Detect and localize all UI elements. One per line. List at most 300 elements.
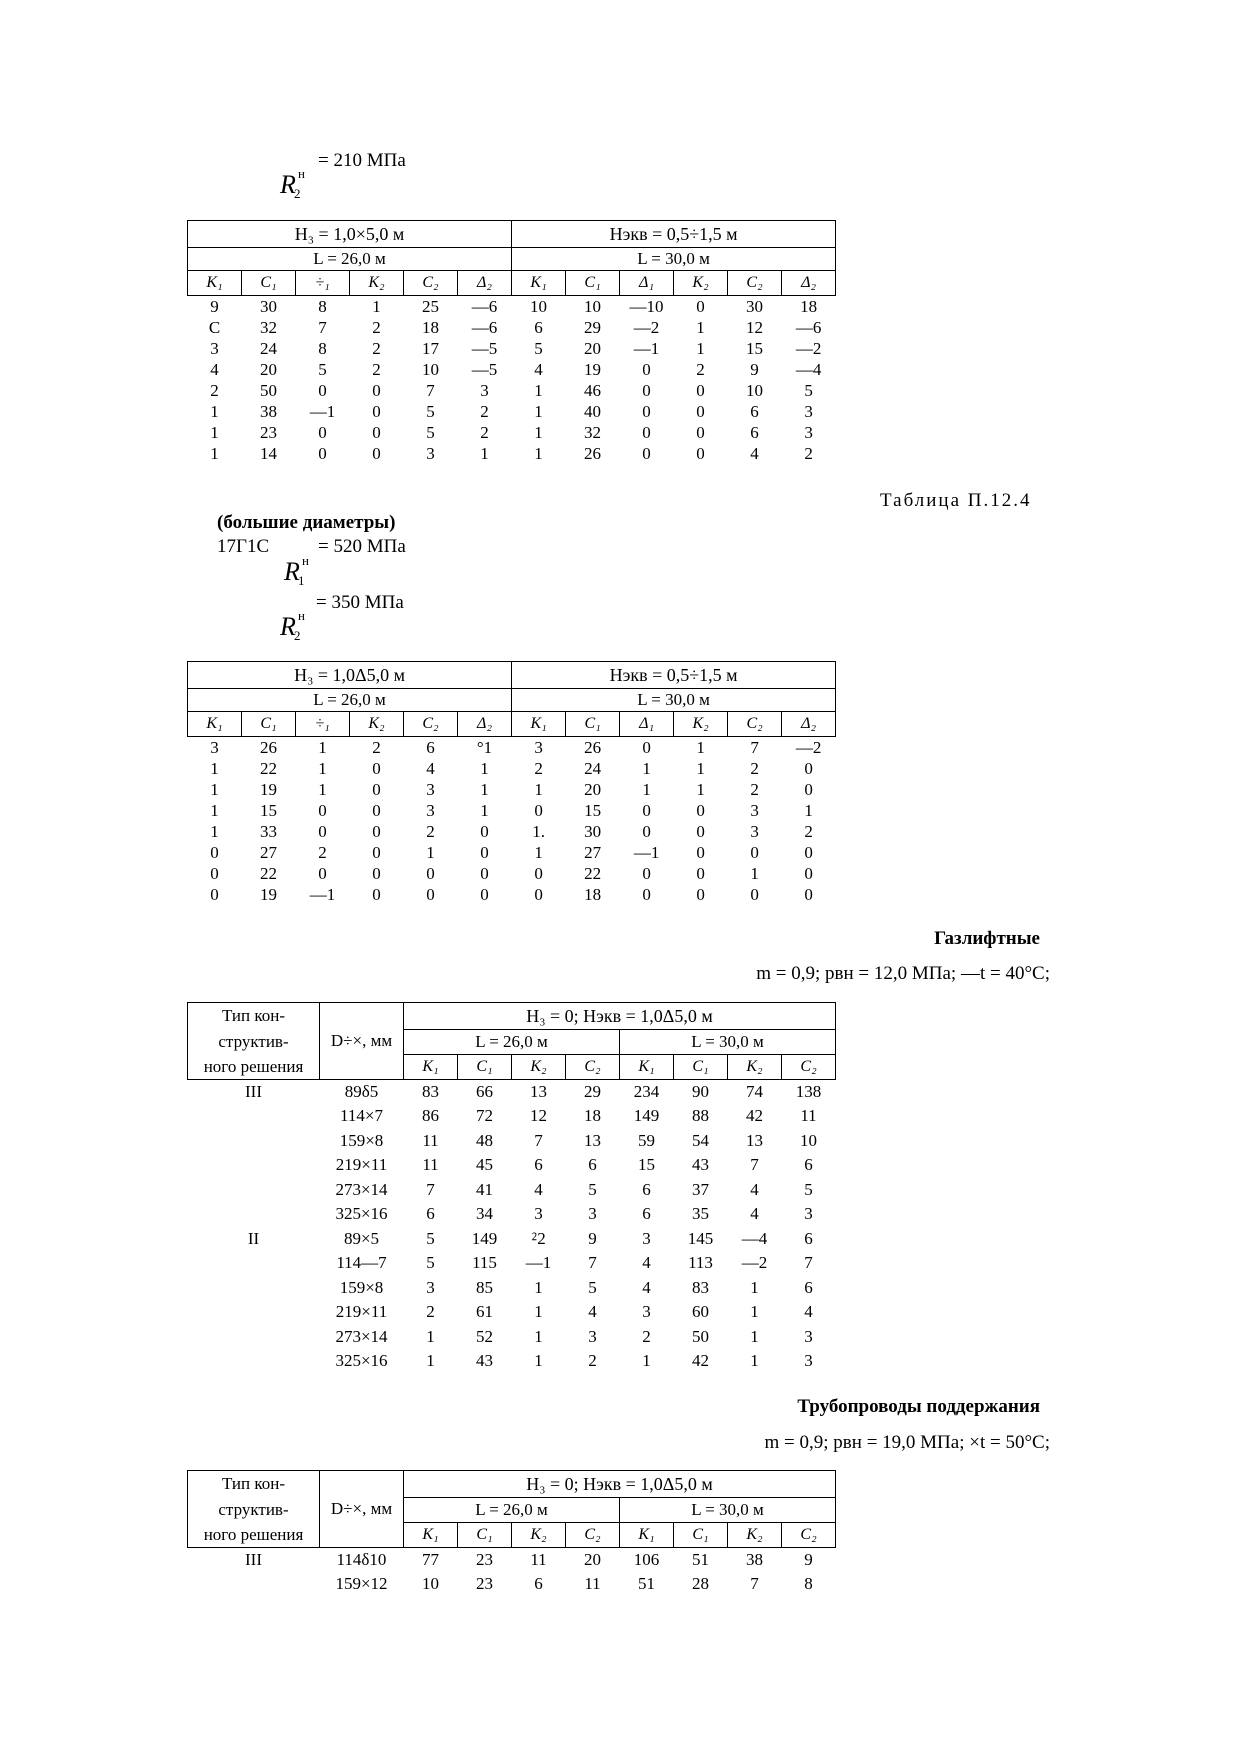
table-cell: 115 bbox=[472, 1253, 497, 1272]
table-cell: 3 bbox=[210, 738, 219, 757]
table-cell: —2 bbox=[795, 339, 822, 358]
table-cell: 4 bbox=[588, 1302, 597, 1321]
sub-right: L = 30,0 м bbox=[512, 689, 836, 712]
table-row bbox=[188, 1178, 836, 1203]
column-header: C₂ bbox=[566, 1055, 620, 1080]
column-header: ÷₁ bbox=[296, 271, 350, 296]
table-cell: 1 bbox=[534, 423, 543, 442]
table-cell: 23 bbox=[476, 1549, 493, 1569]
table-cell: 20 bbox=[260, 360, 277, 379]
table-cell: 4 bbox=[534, 1179, 543, 1199]
table-cell: —5 bbox=[471, 339, 498, 358]
table-cell: 8 bbox=[318, 297, 327, 316]
table-cell: 0 bbox=[210, 885, 219, 904]
diameter-cell: 273×14 bbox=[335, 1326, 388, 1346]
table-cell: 1 bbox=[480, 801, 489, 820]
table-row bbox=[188, 842, 836, 863]
table-cell: 7 bbox=[426, 1179, 435, 1199]
table-cell: 0 bbox=[480, 822, 489, 841]
table-cell: 3 bbox=[426, 780, 435, 799]
table-cell: 38 bbox=[746, 1549, 763, 1569]
table-cell: 2 bbox=[750, 780, 759, 799]
column-header: K₁ bbox=[620, 1055, 674, 1080]
params-gaslift: m = 0,9; pвн = 12,0 МПа; —t = 40°С; bbox=[756, 963, 1050, 984]
table-cell: 19 bbox=[584, 360, 602, 379]
column-header: K₁ bbox=[188, 271, 242, 296]
table-cell: 1 bbox=[372, 297, 381, 316]
header-left: H₃ = 1,0×5,0 м bbox=[188, 221, 512, 248]
table-cell: 3 bbox=[534, 1204, 543, 1223]
table-cell: 9 bbox=[750, 360, 759, 379]
table-cell: 1 bbox=[534, 1351, 543, 1370]
table-cell: 4 bbox=[804, 1302, 813, 1321]
table-cell: 0 bbox=[696, 843, 705, 862]
table-cell: 1 bbox=[426, 843, 435, 862]
table-row bbox=[188, 1349, 836, 1374]
table-cell: 2 bbox=[372, 318, 381, 337]
table-cell: —6 bbox=[471, 318, 498, 337]
header-row bbox=[188, 1030, 836, 1055]
table-cell: 0 bbox=[750, 843, 759, 862]
table-cell: 13 bbox=[530, 1081, 547, 1101]
table-cell: 0 bbox=[318, 444, 327, 463]
type-cell: III bbox=[245, 1549, 262, 1569]
table-cell: 3 bbox=[480, 381, 489, 400]
table-cell: 1 bbox=[534, 1302, 543, 1321]
table-cell: 1 bbox=[696, 318, 705, 337]
table-cell: 1 bbox=[534, 444, 543, 463]
section-title-gaslift: Газлифтные bbox=[934, 928, 1040, 949]
table-cell: 7 bbox=[534, 1130, 543, 1150]
table-cell: 0 bbox=[696, 864, 705, 883]
table-row bbox=[188, 779, 836, 800]
header-row bbox=[188, 1471, 836, 1498]
table-cell: 1 bbox=[696, 339, 705, 358]
table-cell: 26 bbox=[584, 444, 602, 463]
table-cell: 2 bbox=[480, 423, 489, 442]
table-cell: 2 bbox=[480, 402, 489, 421]
table-cell: —2 bbox=[741, 1253, 768, 1272]
diameter-cell: 159×12 bbox=[335, 1574, 388, 1593]
table-cell: 3 bbox=[426, 801, 435, 820]
column-header: C₂ bbox=[566, 1523, 620, 1548]
table-cell: 6 bbox=[642, 1179, 651, 1199]
table-cell: 7 bbox=[588, 1253, 597, 1272]
table-cell: 90 bbox=[692, 1081, 709, 1101]
table-row bbox=[188, 821, 836, 842]
r1-symbol: R н 1 bbox=[284, 553, 309, 588]
table-cell: —2 bbox=[795, 738, 822, 757]
table-cell: 83 bbox=[692, 1277, 709, 1297]
table-cell: 0 bbox=[696, 885, 705, 904]
table-row bbox=[188, 359, 836, 380]
table-cell: 0 bbox=[804, 864, 813, 883]
table-cell: 5 bbox=[588, 1179, 597, 1199]
table-cell: 1 bbox=[318, 759, 327, 778]
column-header: C₁ bbox=[674, 1523, 728, 1548]
table-cell: 2 bbox=[750, 759, 759, 778]
table-cell: 0 bbox=[804, 759, 813, 778]
table-cell: —1 bbox=[309, 402, 336, 421]
table-cell: 1 bbox=[750, 1326, 759, 1346]
table-row bbox=[188, 863, 836, 884]
table-cell: 27 bbox=[260, 843, 277, 862]
table-cell: 0 bbox=[642, 444, 651, 463]
column-header: K₁ bbox=[512, 271, 566, 296]
table-cell: 18 bbox=[422, 318, 439, 337]
column-header: K₁ bbox=[188, 712, 242, 737]
table-cell: °1 bbox=[476, 738, 493, 757]
sub-right: L = 30,0 м bbox=[512, 248, 836, 271]
type-cell bbox=[188, 1349, 320, 1374]
header-row bbox=[188, 1003, 836, 1030]
table-cell: 51 bbox=[638, 1574, 655, 1593]
table-row bbox=[188, 1300, 836, 1325]
diameter-cell: 114×7 bbox=[340, 1106, 383, 1125]
table-row bbox=[188, 317, 836, 338]
table-cell: 3 bbox=[804, 1326, 813, 1346]
table-cell: 74 bbox=[746, 1081, 763, 1101]
column-header: Δ₂ bbox=[782, 712, 836, 737]
table-cell: 2 bbox=[588, 1351, 597, 1370]
table-cell: —6 bbox=[795, 318, 822, 337]
table-cell: 77 bbox=[422, 1549, 439, 1569]
table-cell: 12 bbox=[530, 1106, 547, 1125]
table-cell: 0 bbox=[372, 822, 381, 841]
table-cell: 4 bbox=[750, 1179, 759, 1199]
diameter-cell: 219×11 bbox=[335, 1302, 388, 1321]
table-cell: 33 bbox=[260, 822, 277, 841]
table-cell: 0 bbox=[804, 885, 813, 904]
table-cell: 3 bbox=[804, 1204, 813, 1223]
table-cell: 0 bbox=[642, 738, 651, 757]
table-cell: 2 bbox=[372, 339, 381, 358]
table-cell: 1 bbox=[534, 1326, 543, 1346]
column-header: C₂ bbox=[728, 712, 782, 737]
table-cell: —6 bbox=[471, 297, 498, 316]
table-cell: 11 bbox=[422, 1155, 439, 1174]
table-cell: 1 bbox=[426, 1326, 435, 1346]
table-cell: 0 bbox=[426, 885, 435, 904]
table-row bbox=[188, 1104, 836, 1129]
table-row bbox=[188, 1227, 836, 1252]
table-cell: 3 bbox=[426, 444, 435, 463]
table-cell: 0 bbox=[372, 381, 381, 400]
table-cell: 3 bbox=[534, 738, 543, 757]
table-cell: 1. bbox=[532, 822, 545, 841]
column-header-row bbox=[188, 1523, 836, 1548]
column-header: Δ₁ bbox=[620, 271, 674, 296]
table-cell: 1 bbox=[210, 822, 219, 841]
table-cell: 3 bbox=[804, 402, 813, 421]
table-cell: 0 bbox=[480, 864, 489, 883]
diameter-cell: 325×16 bbox=[335, 1351, 388, 1370]
table-cell: 0 bbox=[534, 885, 543, 904]
table-cell: 29 bbox=[584, 1081, 601, 1101]
subtitle: (большие диаметры) bbox=[217, 512, 396, 533]
table-cell: 22 bbox=[260, 759, 277, 778]
table-cell: 35 bbox=[692, 1204, 709, 1223]
table-cell: 3 bbox=[804, 423, 813, 442]
table-cell: 3 bbox=[642, 1302, 651, 1321]
main-header: H₃ = 0; Hэкв = 1,0Δ5,0 м bbox=[404, 1003, 836, 1030]
type-cell bbox=[188, 1300, 320, 1325]
table-cell: 1 bbox=[534, 1277, 543, 1297]
type-cell bbox=[188, 1104, 320, 1129]
diameter-cell: 159×8 bbox=[339, 1277, 384, 1297]
table-cell: —5 bbox=[471, 360, 498, 379]
table-cell: 0 bbox=[696, 423, 705, 442]
table-cell: 18 bbox=[584, 885, 602, 904]
table-cell: 0 bbox=[480, 885, 489, 904]
table-cell: 0 bbox=[318, 864, 327, 883]
column-header: K₂ bbox=[512, 1055, 566, 1080]
r2-value-line-2: = 350 МПа bbox=[316, 592, 404, 613]
sub-left: L = 26,0 м bbox=[404, 1030, 620, 1055]
type-header: ного решения bbox=[188, 1523, 320, 1548]
table-cell: 30 bbox=[746, 297, 764, 316]
column-header: K₁ bbox=[512, 712, 566, 737]
table-cell: 0 bbox=[372, 423, 381, 442]
column-header: K₂ bbox=[512, 1523, 566, 1548]
table-cell: 24 bbox=[584, 759, 602, 778]
table-row bbox=[188, 401, 836, 422]
table-cell: 234 bbox=[633, 1081, 660, 1101]
table-cell: 59 bbox=[638, 1130, 655, 1150]
table-row bbox=[188, 1202, 836, 1227]
table-cell: 0 bbox=[372, 780, 381, 799]
table-cell: 51 bbox=[692, 1549, 709, 1569]
table-row bbox=[188, 800, 836, 821]
table-cell: 0 bbox=[210, 843, 219, 862]
table-cell: 138 bbox=[795, 1081, 822, 1101]
table-cell: 4 bbox=[642, 1253, 651, 1272]
table-cell: —1 bbox=[633, 339, 660, 358]
table-row bbox=[188, 737, 836, 759]
sub-left: L = 26,0 м bbox=[188, 248, 512, 271]
table-cell: 42 bbox=[692, 1351, 709, 1370]
table-cell: 5 bbox=[426, 423, 435, 442]
table-cell: 0 bbox=[372, 864, 381, 883]
table-cell: —4 bbox=[795, 360, 822, 379]
table-row bbox=[188, 443, 836, 464]
table-cell: 0 bbox=[318, 381, 327, 400]
table-cell: 43 bbox=[692, 1155, 709, 1174]
table-cell: 6 bbox=[750, 423, 759, 442]
type-cell bbox=[188, 1572, 320, 1597]
table-cell: 6 bbox=[804, 1155, 813, 1174]
table-cell: 0 bbox=[642, 381, 651, 400]
table-row bbox=[188, 1325, 836, 1350]
table-cell: 0 bbox=[642, 360, 651, 379]
table-cell: 0 bbox=[642, 822, 651, 841]
table-cell: 1 bbox=[480, 780, 489, 799]
table-cell: 5 bbox=[426, 1253, 435, 1272]
table-cell: 106 bbox=[633, 1549, 660, 1569]
table-row bbox=[188, 884, 836, 905]
table-cell: 15 bbox=[260, 801, 277, 820]
column-header: C₁ bbox=[566, 271, 620, 296]
table-cell: 0 bbox=[642, 801, 651, 820]
table-cell: 1 bbox=[534, 843, 543, 862]
table-cell: 0 bbox=[372, 801, 381, 820]
column-header: C₁ bbox=[242, 271, 296, 296]
table-cell: 24 bbox=[260, 339, 277, 358]
table-cell: —2 bbox=[633, 318, 660, 337]
table-cell: 4 bbox=[642, 1277, 651, 1297]
type-header: ного решения bbox=[188, 1055, 320, 1080]
column-header: Δ₂ bbox=[458, 712, 512, 737]
table-cell: 0 bbox=[426, 864, 435, 883]
table-cell: 45 bbox=[476, 1155, 493, 1174]
sub-right: L = 30,0 м bbox=[620, 1030, 836, 1055]
table-cell: 6 bbox=[534, 318, 543, 337]
table-cell: 32 bbox=[584, 423, 602, 442]
table-row bbox=[188, 296, 836, 318]
table-row bbox=[188, 1276, 836, 1301]
table-cell: 0 bbox=[804, 843, 813, 862]
table-cell: 17 bbox=[422, 339, 439, 358]
table-cell: 149 bbox=[633, 1106, 660, 1125]
column-header: Δ₁ bbox=[620, 712, 674, 737]
type-cell bbox=[188, 1129, 320, 1154]
table-cell: 0 bbox=[696, 402, 705, 421]
diameter-header: D÷×, мм bbox=[320, 1003, 404, 1080]
table-cell: 0 bbox=[642, 864, 651, 883]
table-cell: 9 bbox=[804, 1549, 813, 1569]
column-header: C₂ bbox=[404, 271, 458, 296]
type-cell bbox=[188, 1202, 320, 1227]
table-cell: 1 bbox=[210, 402, 219, 421]
diameter-cell: 325×16 bbox=[335, 1204, 388, 1223]
diameter-cell: 114δ10 bbox=[336, 1549, 387, 1569]
table-cell: 7 bbox=[750, 1155, 759, 1174]
table-cell: 5 bbox=[804, 1179, 813, 1199]
table-cell: 2 bbox=[804, 822, 813, 841]
table-cell: —1 bbox=[309, 885, 336, 904]
r2-value-line: = 210 МПа bbox=[318, 150, 406, 171]
table-cell: 0 bbox=[480, 843, 489, 862]
table-cell: 1 bbox=[642, 1351, 651, 1370]
diameter-cell: 89×5 bbox=[343, 1228, 380, 1248]
table-cell: 1 bbox=[696, 738, 705, 757]
column-header: C₁ bbox=[458, 1523, 512, 1548]
table-cell: 6 bbox=[588, 1155, 597, 1174]
table-cell: 86 bbox=[422, 1106, 439, 1125]
table-cell: 1 bbox=[696, 759, 705, 778]
table-cell: 145 bbox=[687, 1228, 714, 1248]
table-cell: 113 bbox=[688, 1253, 713, 1272]
table-cell: —1 bbox=[633, 843, 660, 862]
column-header: K₂ bbox=[728, 1055, 782, 1080]
table-cell: —10 bbox=[629, 297, 664, 316]
table-cell: 1 bbox=[210, 780, 219, 799]
table-cell: 11 bbox=[530, 1549, 547, 1569]
table-cell: С bbox=[208, 318, 221, 337]
table-cell: 52 bbox=[476, 1326, 493, 1346]
table-cell: 1 bbox=[534, 780, 543, 799]
table-cell: 5 bbox=[534, 339, 543, 358]
table-cell: 1 bbox=[480, 444, 489, 463]
table-cell: 1 bbox=[318, 738, 327, 757]
table-cell: 3 bbox=[426, 1277, 435, 1297]
r2-symbol: R н 2 bbox=[280, 166, 305, 201]
table-cell: 0 bbox=[642, 402, 651, 421]
table-cell: 10 bbox=[800, 1130, 817, 1150]
table-cell: 40 bbox=[584, 402, 602, 421]
table-cell: 10 bbox=[584, 297, 602, 316]
table-gaslift bbox=[187, 1002, 836, 1374]
table-cell: 3 bbox=[642, 1228, 651, 1248]
table-cell: 0 bbox=[318, 801, 327, 820]
table-cell: 4 bbox=[426, 759, 435, 778]
r2-symbol-2: R н 2 bbox=[280, 608, 305, 643]
table-cell: 4 bbox=[750, 444, 759, 463]
table-cell: 7 bbox=[750, 738, 759, 757]
table-cell: 8 bbox=[318, 339, 327, 358]
table-cell: 6 bbox=[426, 738, 435, 757]
table-maintenance bbox=[187, 1470, 836, 1597]
table-cell: 61 bbox=[476, 1302, 493, 1321]
type-cell bbox=[188, 1276, 320, 1301]
table-cell: 14 bbox=[260, 444, 277, 463]
table-block1 bbox=[187, 220, 836, 464]
table-cell: 1 bbox=[534, 402, 543, 421]
table-cell: 66 bbox=[476, 1081, 493, 1101]
table-cell: 12 bbox=[746, 318, 764, 337]
r1-value-line: = 520 МПа bbox=[318, 536, 406, 557]
table-cell: 1 bbox=[750, 1302, 759, 1321]
table-cell: 11 bbox=[422, 1130, 439, 1150]
table-cell: 1 bbox=[642, 780, 651, 799]
table-cell: 3 bbox=[588, 1204, 597, 1223]
sub-right: L = 30,0 м bbox=[620, 1498, 836, 1523]
table-cell: 7 bbox=[318, 318, 327, 337]
table-cell: 0 bbox=[696, 297, 705, 316]
table-cell: 20 bbox=[584, 780, 602, 799]
table-cell: 0 bbox=[372, 843, 381, 862]
table-cell: 5 bbox=[318, 360, 327, 379]
table-cell: 30 bbox=[584, 822, 602, 841]
table-cell: 0 bbox=[318, 423, 327, 442]
table-cell: 2 bbox=[804, 444, 813, 463]
column-header: ÷₁ bbox=[296, 712, 350, 737]
table-cell: 0 bbox=[696, 381, 705, 400]
table-cell: 9 bbox=[588, 1228, 597, 1248]
table-row bbox=[188, 1251, 836, 1276]
table-cell: 1 bbox=[534, 381, 543, 400]
table-cell: 15 bbox=[746, 339, 764, 358]
column-header-row bbox=[188, 712, 836, 737]
table-cell: 0 bbox=[642, 885, 651, 904]
table-cell: 88 bbox=[692, 1106, 709, 1125]
column-header: C₂ bbox=[404, 712, 458, 737]
header-row bbox=[188, 1498, 836, 1523]
table-cell: 4 bbox=[750, 1204, 759, 1223]
type-cell: II bbox=[247, 1228, 260, 1248]
table-cell: 0 bbox=[534, 801, 543, 820]
table-cell: 6 bbox=[804, 1277, 813, 1297]
diameter-cell: 273×14 bbox=[335, 1179, 388, 1199]
column-header: K₁ bbox=[620, 1523, 674, 1548]
column-header: K₂ bbox=[674, 712, 728, 737]
table-cell: 41 bbox=[476, 1179, 493, 1199]
column-header: K₂ bbox=[674, 271, 728, 296]
column-header: C₁ bbox=[566, 712, 620, 737]
table-cell: 2 bbox=[426, 822, 435, 841]
table-cell: 1 bbox=[480, 759, 489, 778]
table-cell: 27 bbox=[584, 843, 602, 862]
